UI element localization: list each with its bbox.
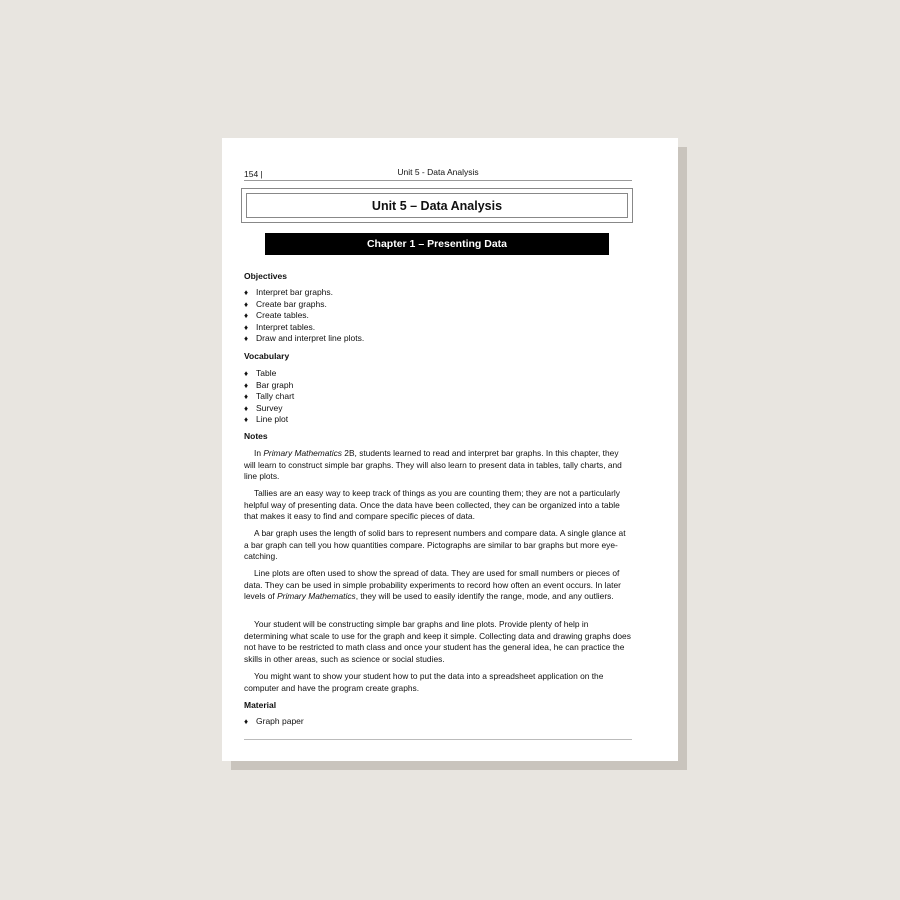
diamond-bullet-icon: ♦ xyxy=(244,334,249,344)
notes-paragraph-1: In Primary Mathematics 2B, students learned to read and interpret bar graphs. In this chapter, they will learn to construct simple bar graphs. They will also learn to present data in tables, tally charts, and line plots. xyxy=(244,448,622,482)
unit-title: Unit 5 – Data Analysis xyxy=(246,193,628,218)
notes-paragraph-2: Tallies are an easy way to keep track of things as you are counting them; they are not a particularly helpful way of presenting data. Once the data have been collected, they can be organized into a table that makes it easy to find and compare specific pieces of data. xyxy=(244,488,620,522)
material-heading: Material xyxy=(244,700,277,710)
diamond-bullet-icon: ♦ xyxy=(244,717,249,726)
list-item: ♦ Survey xyxy=(244,402,283,413)
diamond-bullet-icon: ♦ xyxy=(244,369,249,378)
list-item: ♦ Table xyxy=(244,368,277,378)
list-item: ♦ Line plot xyxy=(244,414,289,425)
objectives-heading: Objectives xyxy=(244,271,287,281)
notes-paragraph-4: Line plots are often used to show the spread of data. They are used for small numbers or pieces of data. They can be used in simple probability experiments to record how often an event occurs. In later levels of Primary Mathematics, they will be used to easily identify the range, mode, and any outliers. xyxy=(244,568,621,602)
list-item: ♦ Create bar graphs. xyxy=(244,298,327,309)
diamond-bullet-icon: ♦ xyxy=(244,299,249,309)
list-item: ♦ Create tables. xyxy=(244,310,309,321)
material-list xyxy=(244,716,304,728)
diamond-bullet-icon: ♦ xyxy=(244,403,249,413)
list-item: ♦ Tally chart xyxy=(244,391,295,402)
notes-heading: Notes xyxy=(244,431,268,441)
notes-paragraph-3: A bar graph uses the length of solid bars to represent numbers and compare data. A single glance at a bar graph can tell you how quantities compare. Pictographs are similar to bar graphs but more eye-catching. xyxy=(244,528,626,562)
list-item: ♦ Draw and interpret line plots. xyxy=(244,333,365,344)
diamond-bullet-icon: ♦ xyxy=(244,415,249,425)
objectives-list xyxy=(244,287,364,345)
list-item: ♦ Interpret bar graphs. xyxy=(244,287,334,297)
vocabulary-heading: Vocabulary xyxy=(244,351,290,361)
footer-divider xyxy=(244,739,632,740)
list-item: ♦ Interpret tables. xyxy=(244,321,316,332)
document-page xyxy=(222,138,678,761)
list-item: ♦ Bar graph xyxy=(244,379,294,390)
diamond-bullet-icon: ♦ xyxy=(244,392,249,402)
unit-title-box xyxy=(241,188,633,223)
chapter-title: Chapter 1 – Presenting Data xyxy=(265,233,609,255)
vocabulary-list xyxy=(244,368,294,426)
page-number: 154 | xyxy=(244,169,263,179)
diamond-bullet-icon: ♦ xyxy=(244,322,249,332)
diamond-bullet-icon: ♦ xyxy=(244,380,249,390)
diamond-bullet-icon: ♦ xyxy=(244,288,249,297)
notes-paragraph-6: You might want to show your student how to put the data into a spreadsheet application on the computer and have the program create graphs. xyxy=(244,671,604,693)
running-header xyxy=(244,167,632,181)
running-title: Unit 5 - Data Analysis xyxy=(397,167,479,177)
notes-paragraph-5: Your student will be constructing simple bar graphs and line plots. Provide plenty of help in determining what scale to use for the graph and keep it simple. Collecting data and drawing graphs does not have to be restricted to math class and once your student has the general idea, he can practice the skills in other areas, such as science or social studies. xyxy=(244,619,631,664)
list-item: ♦ Graph paper xyxy=(244,716,304,726)
diamond-bullet-icon: ♦ xyxy=(244,311,249,321)
